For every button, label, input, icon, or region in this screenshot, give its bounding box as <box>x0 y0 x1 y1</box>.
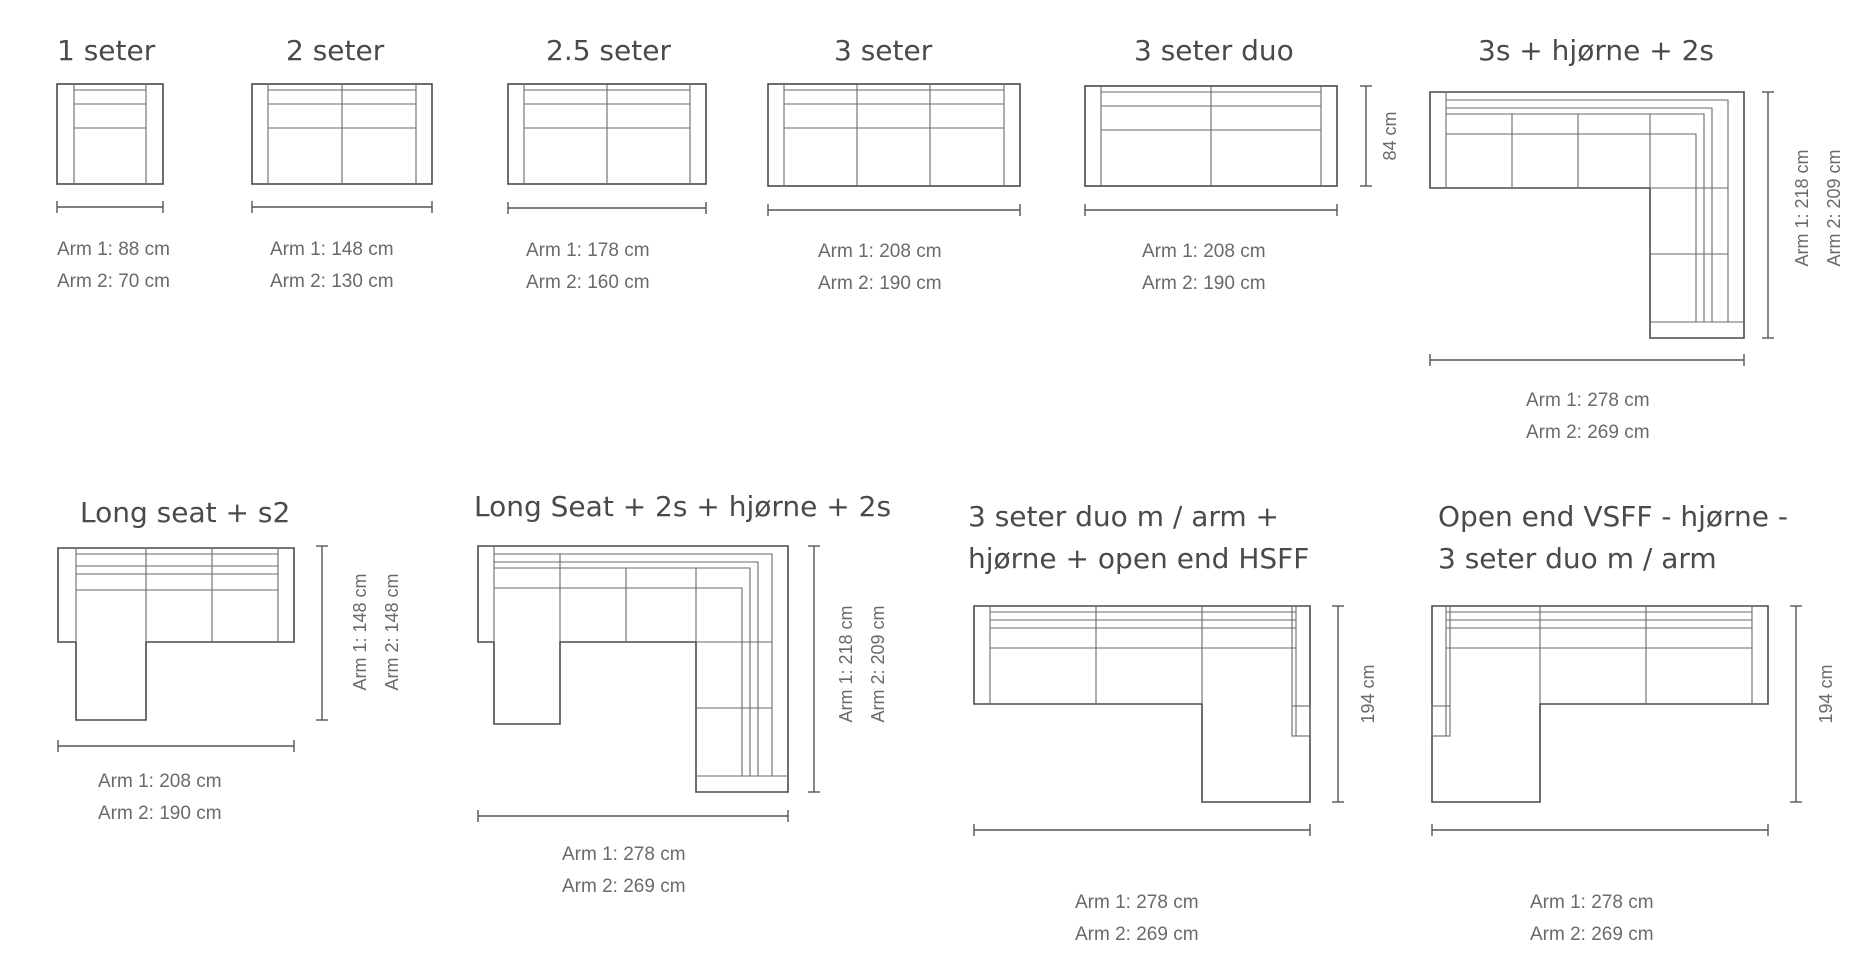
side-arm2-label: Arm 2: 209 cm <box>1824 149 1844 267</box>
depth-dimension-line <box>1332 606 1344 802</box>
side-dimension-line <box>316 546 328 720</box>
sofa-drawing-3-seter <box>768 84 1020 186</box>
title-2-seter: 2 seter <box>286 34 385 67</box>
sofa-drawing-long-seat-2s-hjorne-2s <box>478 546 788 792</box>
arm2-label: Arm 2: 160 cm <box>526 272 650 293</box>
arm1-label: Arm 1: 208 cm <box>1142 241 1266 262</box>
width-dimension-line <box>58 740 294 752</box>
sofa-drawing-2-5-seter <box>508 84 706 184</box>
title-long-seat-s2: Long seat + s2 <box>80 496 291 529</box>
side-arm2-label: Arm 2: 209 cm <box>868 605 888 723</box>
width-dimension-line <box>768 204 1020 216</box>
side-arm1-label: Arm 1: 218 cm <box>1792 149 1812 267</box>
depth-label: 194 cm <box>1358 664 1378 724</box>
title-3-seter-duo: 3 seter duo <box>1134 34 1294 67</box>
width-dimension-line <box>1085 204 1337 216</box>
depth-label: 194 cm <box>1816 664 1836 724</box>
side-dimension-line <box>1762 92 1774 338</box>
side-arm1-label: Arm 1: 148 cm <box>350 573 370 691</box>
arm1-label: Arm 1: 278 cm <box>1526 390 1650 411</box>
sofa-drawing-long-seat-s2 <box>58 548 294 720</box>
arm1-label: Arm 1: 148 cm <box>270 239 394 260</box>
model-1-seter <box>57 34 170 292</box>
sofa-drawing-3s-hjorne-2s <box>1430 92 1744 338</box>
title-3-seter: 3 seter <box>834 34 933 67</box>
arm1-label: Arm 1: 88 cm <box>57 239 170 260</box>
model-long-seat-2s-hjorne-2s <box>474 490 891 897</box>
arm2-label: Arm 2: 190 cm <box>1142 273 1266 294</box>
model-3-seter-duo <box>1085 34 1400 294</box>
side-arm1-label: Arm 1: 218 cm <box>836 605 856 723</box>
depth-label: 84 cm <box>1380 111 1400 161</box>
model-2-5-seter <box>508 34 706 293</box>
sofa-drawing-3-seter-duo <box>1085 86 1337 186</box>
width-dimension-line <box>974 824 1310 836</box>
width-dimension-line <box>508 202 706 214</box>
arm2-label: Arm 2: 269 cm <box>562 876 686 897</box>
arm1-label: Arm 1: 278 cm <box>1530 892 1654 913</box>
sofa-drawing-2-seter <box>252 84 432 184</box>
title-line-2: 3 seter duo m / arm <box>1438 542 1717 575</box>
width-dimension-line <box>1430 354 1744 366</box>
title-1-seter: 1 seter <box>57 34 156 67</box>
arm2-label: Arm 2: 269 cm <box>1075 924 1199 945</box>
arm2-label: Arm 2: 70 cm <box>57 271 170 292</box>
arm1-label: Arm 1: 178 cm <box>526 240 650 261</box>
arm1-label: Arm 1: 278 cm <box>1075 892 1199 913</box>
arm1-label: Arm 1: 208 cm <box>818 241 942 262</box>
width-dimension-line <box>478 810 788 822</box>
side-arm2-label: Arm 2: 148 cm <box>382 573 402 691</box>
depth-dimension-line <box>1790 606 1802 802</box>
arm1-label: Arm 1: 278 cm <box>562 844 686 865</box>
arm2-label: Arm 2: 269 cm <box>1526 422 1650 443</box>
sofa-drawing-1-seter <box>57 84 163 184</box>
depth-dimension-line <box>1360 86 1372 186</box>
arm2-label: Arm 2: 190 cm <box>98 803 222 824</box>
width-dimension-line <box>1432 824 1768 836</box>
title-line-2: hjørne + open end HSFF <box>968 542 1310 575</box>
model-long-seat-s2 <box>58 496 402 824</box>
title-2-5-seter: 2.5 seter <box>546 34 671 67</box>
arm2-label: Arm 2: 269 cm <box>1530 924 1654 945</box>
sofa-drawing-open-end-vsff <box>1432 606 1768 802</box>
title-3s-hjorne-2s: 3s + hjørne + 2s <box>1478 34 1714 67</box>
width-dimension-line <box>57 201 163 213</box>
width-dimension-line <box>252 201 432 213</box>
model-3-seter <box>768 34 1020 294</box>
model-3-seter-duo-hjorne-open-end-hsff <box>968 500 1378 945</box>
side-dimension-line <box>808 546 820 792</box>
title-long-seat-2s-hjorne-2s: Long Seat + 2s + hjørne + 2s <box>474 490 892 523</box>
model-open-end-vsff-hjorne-3-seter-duo <box>1432 500 1836 945</box>
title-line-1: 3 seter duo m / arm + <box>968 500 1280 533</box>
title-line-1: Open end VSFF - hjørne - <box>1438 500 1789 533</box>
arm1-label: Arm 1: 208 cm <box>98 771 222 792</box>
arm2-label: Arm 2: 130 cm <box>270 271 394 292</box>
arm2-label: Arm 2: 190 cm <box>818 273 942 294</box>
sofa-drawing-3-seter-duo-hjorne-hsff <box>974 606 1310 802</box>
model-2-seter <box>252 34 432 292</box>
model-3s-hjorne-2s <box>1430 34 1844 443</box>
